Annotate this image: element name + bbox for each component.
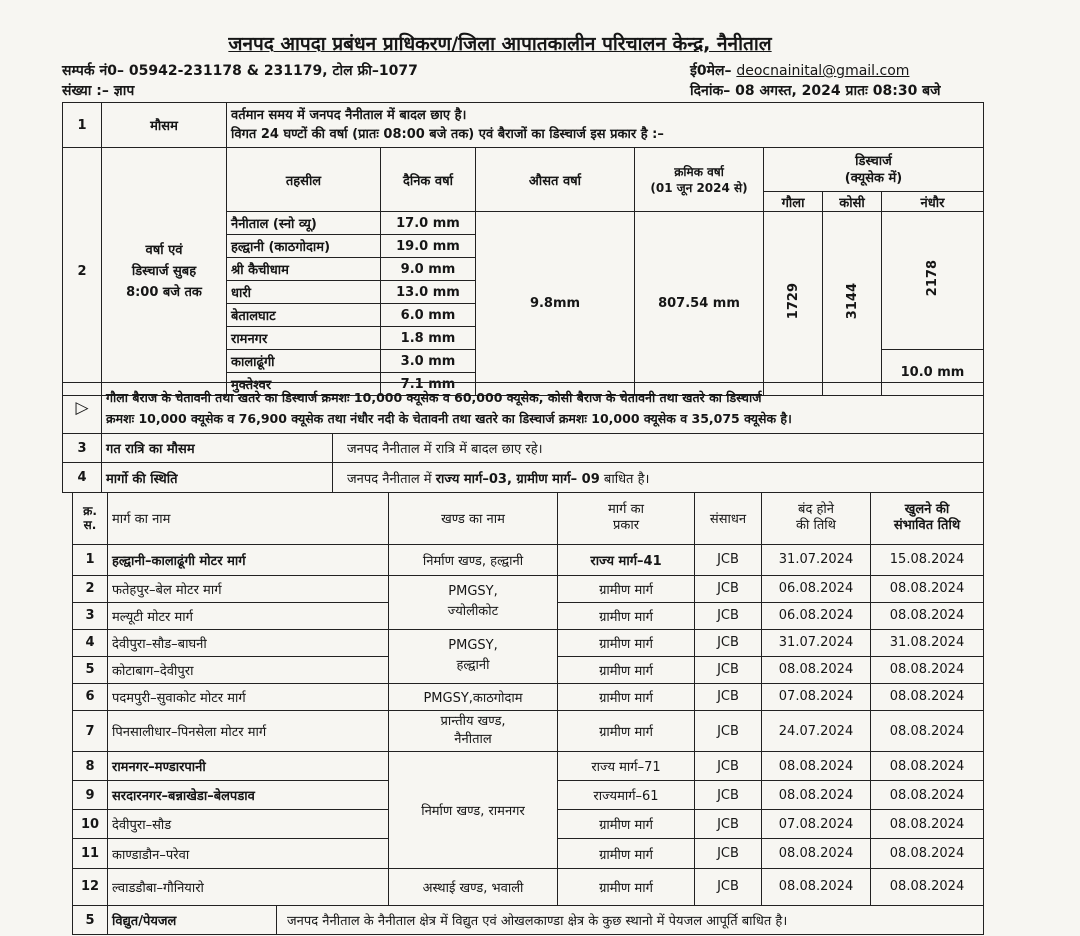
- header-line: खुलने की: [904, 502, 950, 518]
- header-line: मार्ग का: [608, 502, 644, 518]
- header-closed-date: [762, 493, 871, 545]
- section-number: 1: [63, 103, 102, 148]
- header-gaula: गौला: [764, 192, 823, 212]
- email-label: ई0मेल–: [690, 63, 732, 79]
- road-resource: JCB: [695, 839, 762, 868]
- utilities-text: जनपद नैनीताल के नैनीताल क्षेत्र में विद्युत एवं ओखलकाण्डा क्षेत्र के कुछ स्थानो में पेयजल आपूर्ति बाधित है।: [277, 906, 984, 935]
- tehsil-name: धारी: [227, 281, 381, 304]
- road-open-date: 08.08.2024: [871, 752, 984, 781]
- header-tehsil: तहसील: [227, 148, 381, 212]
- weather-rain-intro: विगत 24 घण्टों की वर्षा (प्रातः 08:00 बजे तक) एवं बैराजों का डिस्चार्ज इस प्रकार है :–: [231, 127, 664, 142]
- header-division: खण्ड का नाम: [389, 493, 558, 545]
- road-name: काण्डाडौन–परेवा: [108, 839, 389, 868]
- tehsil-name: श्री कैचीधाम: [227, 258, 381, 281]
- header-kosi: कोसी: [823, 192, 882, 212]
- average-rain-value: 9.8mm: [476, 212, 635, 396]
- nandhaur-discharge: [882, 212, 984, 350]
- road-type: ग्रामीण मार्ग: [558, 710, 695, 752]
- road-open-date: 15.08.2024: [871, 544, 984, 575]
- road-name: मल्यूटी मोटर मार्ग: [108, 602, 389, 629]
- header-cumulative-rain: [635, 148, 764, 212]
- road-resource: JCB: [695, 602, 762, 629]
- header-line: डिस्चार्ज: [855, 153, 892, 169]
- nandhaur-value: 2178: [925, 260, 940, 297]
- road-open-date: 08.08.2024: [871, 656, 984, 683]
- header-open-date: [871, 493, 984, 545]
- label-line: वर्षा एवं: [145, 243, 183, 258]
- road-closed-date: 24.07.2024: [762, 710, 871, 752]
- email-line: [690, 61, 909, 80]
- road-resource: JCB: [695, 544, 762, 575]
- daily-rain: 1.8 mm: [381, 327, 476, 350]
- road-closed-date: 31.07.2024: [762, 544, 871, 575]
- table-row: [73, 544, 984, 575]
- road-open-date: 31.08.2024: [871, 629, 984, 656]
- road-resource: JCB: [695, 752, 762, 781]
- header-line: बंद होने: [798, 502, 834, 518]
- road-open-date: 08.08.2024: [871, 683, 984, 710]
- email-link[interactable]: deocnainital@gmail.com: [736, 63, 910, 79]
- header-line: (01 जून 2024 से): [650, 180, 748, 195]
- road-name: पिनसालीधार–पिनसेला मोटर मार्ग: [108, 710, 389, 752]
- header-line: प्रकार: [612, 518, 640, 534]
- row-serial: 3: [73, 602, 108, 629]
- road-closed-date: 08.08.2024: [762, 839, 871, 868]
- road-closed-date: 31.07.2024: [762, 629, 871, 656]
- table-row: [73, 683, 984, 710]
- header-daily-rain: दैनिक वर्षा: [381, 148, 476, 212]
- table-row: [73, 629, 984, 656]
- tehsil-name: हल्द्वानी (काठगोदाम): [227, 235, 381, 258]
- table-row: [73, 752, 984, 781]
- night-weather-text: जनपद नैनीताल में रात्रि में बादल छाए रहे।: [333, 434, 984, 463]
- road-resource: JCB: [695, 629, 762, 656]
- header-line: स.: [83, 518, 97, 533]
- row-serial: 12: [73, 868, 108, 905]
- road-closed-date: 08.08.2024: [762, 656, 871, 683]
- road-division: [389, 629, 558, 683]
- road-type: ग्रामीण मार्ग: [558, 810, 695, 839]
- row-serial: 2: [73, 576, 108, 603]
- tehsil-name: मुक्तेश्वर: [227, 373, 381, 396]
- road-open-date: 08.08.2024: [871, 839, 984, 868]
- warning-line: गौला बैराज के चेतावनी तथा खतरे का डिस्चार्ज क्रमशः 10,000 क्यूसेक व 60,000 क्यूसेक, कोसी बैराज के चेतावनी तथा खतरे का डिस्चार्ज: [106, 390, 762, 405]
- row-serial: 5: [73, 656, 108, 683]
- section-number: 4: [63, 463, 102, 493]
- row-serial: 8: [73, 752, 108, 781]
- section-number: 2: [63, 148, 102, 396]
- row-serial: 6: [73, 683, 108, 710]
- road-type: राज्य मार्ग–71: [558, 752, 695, 781]
- warning-line: क्रमशः 10,000 क्यूसेक व 76,900 क्यूसेक तथा नंधौर नदी के चेतावनी तथा खतरे का डिस्चार्ज क्रमशः 10,000 क्यूसेक व 35,075 क्यूसेक है।: [106, 411, 792, 426]
- daily-rain: 6.0 mm: [381, 304, 476, 327]
- nandhaur-rain: 10.0 mm: [882, 350, 984, 396]
- header-line: (क्यूसेक में): [844, 170, 903, 186]
- road-division: PMGSY,काठगोदाम: [389, 683, 558, 710]
- header-resource: संसाधन: [695, 493, 762, 545]
- gaula-discharge: [764, 212, 823, 396]
- row-serial: 10: [73, 810, 108, 839]
- division-line: नैनीताल: [454, 732, 492, 748]
- division-line: ज्योलीकोट: [447, 604, 499, 620]
- road-type: ग्रामीण मार्ग: [558, 683, 695, 710]
- weather-text: [227, 103, 984, 148]
- road-open-date: 08.08.2024: [871, 868, 984, 905]
- kosi-discharge: [823, 212, 882, 396]
- report-date: दिनांक– 08 अगस्त, 2024 प्रातः 08:30 बजे: [690, 83, 941, 99]
- section-label: [102, 148, 227, 396]
- road-open-date: 08.08.2024: [871, 810, 984, 839]
- header-road-name: मार्ग का नाम: [108, 493, 389, 545]
- label-line: डिस्चार्ज सुबह: [131, 264, 197, 279]
- row-serial: 7: [73, 710, 108, 752]
- utilities-section: [72, 905, 984, 935]
- division-line: हल्द्वानी: [456, 658, 490, 674]
- header-line: क्रमिक वर्षा: [674, 164, 724, 179]
- road-name: पदमपुरी–सुवाकोट मोटर मार्ग: [108, 683, 389, 710]
- road-status-count: राज्य मार्ग–03, ग्रामीण मार्ग– 09: [435, 471, 600, 487]
- section-label: मौसम: [102, 103, 227, 148]
- road-division: निर्माण खण्ड, हल्द्वानी: [389, 544, 558, 575]
- table-row: [73, 576, 984, 603]
- rainfall-discharge-table: [62, 147, 984, 396]
- tehsil-name: कालाढूंगी: [227, 350, 381, 373]
- tehsil-name: बेतालघाट: [227, 304, 381, 327]
- road-status-pre: जनपद नैनीताल में: [347, 471, 432, 487]
- road-type: राज्यमार्ग–61: [558, 781, 695, 810]
- daily-rain: 17.0 mm: [381, 212, 476, 235]
- row-serial: 9: [73, 781, 108, 810]
- header-nandhaur: नंधौर: [882, 192, 984, 212]
- road-division: निर्माण खण्ड, रामनगर: [389, 752, 558, 868]
- road-name: देवीपुरा–सौड–बाघनी: [108, 629, 389, 656]
- warning-section: [62, 382, 984, 434]
- road-type: ग्रामीण मार्ग: [558, 576, 695, 603]
- road-status-text: [333, 463, 984, 493]
- section-number: 3: [63, 434, 102, 463]
- road-open-date: 08.08.2024: [871, 602, 984, 629]
- gaula-value: 1729: [785, 283, 801, 320]
- header-line: की तिथि: [796, 518, 836, 534]
- road-name: फतेहपुर–बेल मोटर मार्ग: [108, 576, 389, 603]
- road-name: रामनगर–मण्डारपानी: [108, 752, 389, 781]
- road-resource: JCB: [695, 710, 762, 752]
- road-type: राज्य मार्ग–41: [558, 544, 695, 575]
- division-line: PMGSY,: [448, 638, 498, 654]
- road-closed-date: 07.08.2024: [762, 810, 871, 839]
- report-title: जनपद आपदा प्रबंधन प्राधिकरण/जिला आपातकालीन परिचालन केन्द्र, नैनीताल: [228, 33, 772, 55]
- road-closed-date: 08.08.2024: [762, 868, 871, 905]
- road-resource: JCB: [695, 781, 762, 810]
- daily-rain: 9.0 mm: [381, 258, 476, 281]
- row-serial: 1: [73, 544, 108, 575]
- table-row: [73, 710, 984, 752]
- daily-rain: 7.1 mm: [381, 373, 476, 396]
- row-serial: 4: [73, 629, 108, 656]
- section-label: गत रात्रि का मौसम: [102, 434, 333, 463]
- road-name: ल्वाडडौबा–गौनियारो: [108, 868, 389, 905]
- road-resource: JCB: [695, 656, 762, 683]
- road-resource: JCB: [695, 868, 762, 905]
- road-type: ग्रामीण मार्ग: [558, 656, 695, 683]
- warning-text: [102, 383, 984, 434]
- section-number: 5: [73, 906, 108, 935]
- road-name: सरदारनगर–बन्नाखेडा–बेलपडाव: [108, 781, 389, 810]
- road-closed-date: 08.08.2024: [762, 752, 871, 781]
- daily-rain: 3.0 mm: [381, 350, 476, 373]
- division-line: PMGSY,: [448, 584, 498, 600]
- header-serial: [73, 493, 108, 545]
- contact-line: सम्पर्क नं0– 05942-231178 & 231179, टोल फ्री–1077: [62, 63, 418, 79]
- road-closed-date: 06.08.2024: [762, 576, 871, 603]
- road-closed-date: 07.08.2024: [762, 683, 871, 710]
- road-closed-date: 06.08.2024: [762, 602, 871, 629]
- blocked-roads-table: [72, 492, 984, 906]
- row-serial: 11: [73, 839, 108, 868]
- table-row: [73, 868, 984, 905]
- road-type: ग्रामीण मार्ग: [558, 839, 695, 868]
- reference-number: संख्या :– ज्ञाप: [62, 83, 135, 99]
- road-open-date: 08.08.2024: [871, 576, 984, 603]
- road-type: ग्रामीण मार्ग: [558, 868, 695, 905]
- road-resource: JCB: [695, 576, 762, 603]
- kosi-value: 3144: [844, 283, 860, 320]
- tehsil-name: रामनगर: [227, 327, 381, 350]
- warning-marker: ▷: [63, 383, 102, 434]
- header-discharge: [764, 148, 984, 192]
- tehsil-name: नैनीताल (स्नो व्यू): [227, 212, 381, 235]
- road-closed-date: 08.08.2024: [762, 781, 871, 810]
- road-division: [389, 576, 558, 630]
- section-label: विद्युत/पेयजल: [108, 906, 277, 935]
- daily-rain: 13.0 mm: [381, 281, 476, 304]
- header-line: संभावित तिथि: [893, 518, 961, 534]
- road-name: देवीपुरा–सौड: [108, 810, 389, 839]
- road-open-date: 08.08.2024: [871, 781, 984, 810]
- road-resource: JCB: [695, 683, 762, 710]
- header-average-rain: औसत वर्षा: [476, 148, 635, 212]
- cumulative-rain-value: 807.54 mm: [635, 212, 764, 396]
- night-road-summary: [62, 433, 984, 493]
- label-line: 8:00 बजे तक: [126, 285, 202, 300]
- road-type: ग्रामीण मार्ग: [558, 629, 695, 656]
- road-division: अस्थाई खण्ड, भवाली: [389, 868, 558, 905]
- road-division: [389, 710, 558, 752]
- section-label: मार्गो की स्थिति: [102, 463, 333, 493]
- daily-rain: 19.0 mm: [381, 235, 476, 258]
- road-name: हल्द्वानी–कालाढूंगी मोटर मार्ग: [108, 544, 389, 575]
- header-road-type: [558, 493, 695, 545]
- road-name: कोटाबाग–देवीपुरा: [108, 656, 389, 683]
- road-resource: JCB: [695, 810, 762, 839]
- division-line: प्रान्तीय खण्ड,: [440, 714, 506, 730]
- road-type: ग्रामीण मार्ग: [558, 602, 695, 629]
- header-line: क्र.: [83, 504, 97, 519]
- road-open-date: 08.08.2024: [871, 710, 984, 752]
- road-status-post: बाधित है।: [603, 471, 650, 487]
- weather-current: वर्तमान समय में जनपद नैनीताल में बादल छाए है।: [231, 108, 467, 123]
- weather-section: [62, 102, 984, 148]
